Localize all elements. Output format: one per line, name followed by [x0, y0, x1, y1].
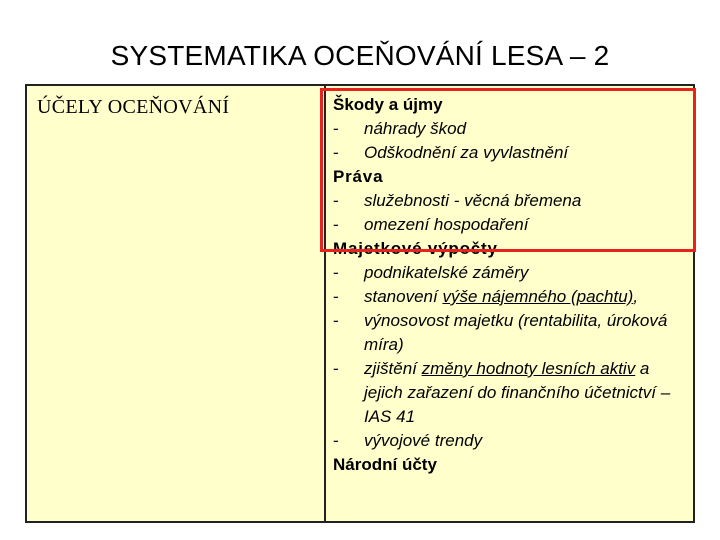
- list-item: - Odškodnění za vyvlastnění: [333, 143, 569, 162]
- slide-title: SYSTEMATIKA OCEŇOVÁNÍ LESA – 2: [110, 40, 610, 71]
- list-item: - podnikatelské záměry: [333, 263, 529, 282]
- section-heading-prava: Práva: [333, 167, 384, 186]
- section-heading-narodni: Národní účty: [333, 455, 437, 474]
- left-heading: ÚČELY OCEŇOVÁNÍ: [37, 96, 230, 118]
- list-item: - služebnosti - věcná břemena: [333, 191, 582, 210]
- list-item: - výnosovost majetku (rentabilita, úroková míra): [333, 311, 668, 354]
- list-item: - náhrady škod: [333, 119, 467, 138]
- list-item: - omezení hospodaření: [333, 215, 529, 234]
- list-item: - stanovení výše nájemného (pachtu),: [333, 287, 639, 306]
- section-heading-majetkove: Majetkové výpočty: [333, 239, 498, 258]
- section-heading-skody: Škody a újmy: [333, 95, 443, 114]
- list-item: - vývojové trendy: [333, 431, 483, 450]
- highlight-box: [320, 88, 696, 252]
- list-item: - zjištění změny hodnoty lesních aktiv a jejich zařazení do finančního účetnictví – IAS 41: [333, 359, 671, 426]
